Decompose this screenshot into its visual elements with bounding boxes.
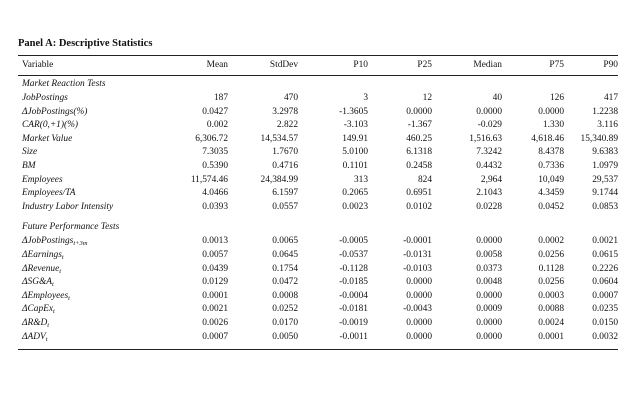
stddev-value: 0.0645: [272, 249, 298, 260]
column-header-p90: P90: [603, 60, 618, 70]
mean-value: 0.5390: [202, 160, 228, 171]
mean-value: 0.002: [206, 120, 228, 131]
mean-value: 0.0026: [202, 317, 228, 328]
p90-value: 0.2226: [592, 263, 618, 274]
variable-subscript: t: [61, 253, 64, 261]
variable-name-cell: [18, 235, 164, 249]
table-row: [18, 276, 618, 290]
column-header-mean: Mean: [206, 60, 228, 70]
p75-value: 10,049: [538, 174, 564, 185]
p10-value: -0.0185: [339, 277, 368, 288]
variable-name: ΔCapEx: [22, 304, 54, 315]
section-title: Market Reaction Tests: [22, 79, 106, 89]
p75-value: 0.0001: [538, 331, 564, 342]
p90-value: 0.0150: [592, 317, 618, 328]
p90-value: 3.116: [597, 120, 618, 131]
median-value: 0.0058: [476, 249, 502, 260]
median-value: 0.0228: [476, 201, 502, 212]
variable-subscript: t: [68, 294, 70, 302]
variable-subscript: t: [47, 321, 50, 329]
variable-name: CAR(0,+1)(%): [22, 120, 79, 131]
mean-value: 6,306.72: [195, 133, 228, 144]
variable-name-cell: [18, 160, 164, 174]
variable-name-cell: [18, 331, 164, 345]
stddev-value: 1.7670: [272, 147, 298, 158]
column-header-p10: P10: [353, 60, 368, 70]
table-row: [18, 331, 618, 345]
mean-value: 0.0013: [202, 236, 228, 247]
p90-value: 0.0853: [592, 201, 618, 212]
p75-value: 126: [549, 93, 564, 103]
mean-value: 187: [213, 93, 228, 103]
variable-name-cell: [18, 290, 164, 304]
p25-value: 0.2458: [406, 160, 432, 171]
stddev-value: 0.1754: [272, 263, 298, 274]
table-row: [18, 235, 618, 249]
table-row: [18, 174, 618, 188]
section-header-row: [18, 219, 618, 235]
p90-value: 417: [603, 93, 618, 103]
column-header-stddev: StdDev: [269, 60, 298, 70]
p25-value: 12: [422, 93, 432, 103]
variable-name: ΔADV: [22, 331, 46, 342]
variable-subscript: t: [51, 281, 54, 289]
p25-value: 0.0000: [406, 290, 432, 301]
p10-value: 313: [353, 174, 368, 185]
p90-value: 0.0615: [592, 249, 618, 260]
p10-value: -0.0005: [339, 236, 368, 247]
variable-name: ΔJobPostings: [22, 236, 74, 247]
p90-value: 0.0235: [592, 304, 618, 315]
stddev-value: 0.0065: [272, 236, 298, 247]
p25-value: 824: [417, 174, 432, 185]
variable-name-cell: [18, 146, 164, 160]
mean-value: 0.0021: [202, 304, 228, 315]
variable-name-cell: [18, 276, 164, 290]
mean-value: 0.0007: [202, 331, 228, 342]
p10-value: -3.103: [343, 120, 368, 131]
table-row: [18, 290, 618, 304]
p90-value: 9.1744: [592, 188, 618, 199]
p75-value: 0.0000: [538, 106, 564, 117]
table-row: [18, 92, 618, 106]
p10-value: -0.0181: [339, 304, 368, 315]
table-row: [18, 187, 618, 201]
p75-value: 0.0002: [538, 236, 564, 247]
p10-value: 0.0023: [342, 201, 368, 212]
variable-name-cell: [18, 303, 164, 317]
p25-value: 0.0000: [406, 331, 432, 342]
section-header-row: [18, 76, 618, 92]
median-value: 2.1043: [476, 188, 502, 199]
variable-name-cell: [18, 187, 164, 201]
table-row: [18, 133, 618, 147]
statistics-table-wrapper: [18, 55, 618, 350]
p90-value: 9.6383: [592, 147, 618, 158]
variable-name: ΔR&D: [22, 317, 48, 328]
p90-value: 1.2238: [592, 106, 618, 117]
stddev-value: 6.1597: [272, 188, 298, 199]
median-value: 40: [492, 93, 502, 103]
variable-name: Industry Labor Intensity: [22, 201, 114, 212]
panel-title: Panel A: Descriptive Statistics: [18, 38, 153, 49]
stddev-value: 0.0252: [272, 304, 298, 315]
stddev-value: 0.0170: [272, 317, 298, 328]
variable-name-cell: [18, 92, 164, 106]
median-value: 0.0000: [476, 290, 502, 301]
mean-value: 0.0057: [202, 249, 228, 260]
column-header-p25: P25: [417, 60, 432, 70]
stddev-value: 2.822: [276, 120, 298, 131]
median-value: 0.0048: [476, 277, 502, 288]
stddev-value: 0.0008: [272, 290, 298, 301]
p10-value: 3: [363, 93, 368, 103]
mean-value: 0.0393: [202, 201, 228, 212]
table-header-row: [18, 56, 618, 76]
p75-value: 8.4378: [538, 147, 564, 158]
variable-name: Employees/TA: [22, 188, 76, 199]
p25-value: -1.367: [407, 120, 432, 131]
median-value: -0.029: [477, 120, 502, 131]
variable-name-cell: [18, 174, 164, 188]
p25-value: -0.0043: [403, 304, 432, 315]
p75-value: 0.0088: [538, 304, 564, 315]
stddev-value: 0.0050: [272, 331, 298, 342]
median-value: 0.0000: [476, 317, 502, 328]
variable-name: BM: [22, 160, 36, 171]
table-body: [18, 76, 618, 345]
variable-name: ΔRevenue: [22, 263, 60, 274]
p75-value: 4.3459: [538, 188, 564, 199]
p25-value: 0.0000: [406, 277, 432, 288]
table-row: [18, 249, 618, 263]
column-header-median: Median: [473, 60, 502, 70]
p75-value: 0.0452: [538, 201, 564, 212]
variable-subscript: t+3m: [73, 240, 88, 248]
p25-value: 0.0102: [406, 201, 432, 212]
column-header-variable: Variable: [22, 60, 54, 70]
p90-value: 15,340.89: [580, 133, 618, 144]
table-row: [18, 119, 618, 133]
table-row: [18, 106, 618, 120]
table-row: [18, 317, 618, 331]
stddev-value: 0.0557: [272, 201, 298, 212]
variable-name-cell: [18, 317, 164, 331]
p10-value: 5.0100: [342, 147, 368, 158]
variable-name-cell: [18, 106, 164, 120]
stddev-value: 470: [283, 93, 298, 103]
mean-value: 0.0427: [202, 106, 228, 117]
table-row: [18, 303, 618, 317]
median-value: 2,964: [480, 174, 502, 185]
p25-value: 460.25: [406, 133, 432, 144]
p25-value: 0.6951: [406, 188, 432, 199]
variable-name: ΔSG&A: [22, 277, 52, 288]
variable-name-cell: [18, 201, 164, 215]
p10-value: -0.0537: [339, 249, 368, 260]
descriptive-statistics-table: [18, 56, 618, 344]
p25-value: -0.0131: [403, 249, 432, 260]
p10-value: -0.1128: [339, 263, 368, 274]
p90-value: 1.0979: [592, 160, 618, 171]
table-row: [18, 201, 618, 215]
p75-value: 4,618.46: [531, 133, 564, 144]
variable-name: Employees: [22, 174, 63, 185]
p75-value: 0.0256: [538, 277, 564, 288]
variable-name-cell: [18, 133, 164, 147]
mean-value: 0.0129: [202, 277, 228, 288]
mean-value: 0.0001: [202, 290, 228, 301]
p75-value: 0.0003: [538, 290, 564, 301]
p25-value: 0.0000: [406, 317, 432, 328]
p90-value: 0.0007: [592, 290, 618, 301]
table-bottom-rule: [18, 349, 618, 350]
section-title: Future Performance Tests: [22, 222, 120, 233]
p75-value: 0.7336: [538, 160, 564, 171]
p25-value: 6.1318: [406, 147, 432, 158]
table-row: [18, 160, 618, 174]
p10-value: -0.0004: [339, 290, 368, 301]
p25-value: 0.0000: [406, 106, 432, 117]
variable-name-cell: [18, 249, 164, 263]
stddev-value: 0.0472: [272, 277, 298, 288]
stddev-value: 0.4716: [272, 160, 298, 171]
column-header-p75: P75: [549, 60, 564, 70]
median-value: 7.3242: [476, 147, 502, 158]
median-value: 1,516.63: [469, 133, 502, 144]
variable-name: ΔEmployees: [22, 290, 69, 301]
p75-value: 0.0256: [538, 249, 564, 260]
p90-value: 0.0604: [592, 277, 618, 288]
p10-value: 149.91: [342, 133, 368, 144]
mean-value: 4.0466: [202, 188, 228, 199]
p25-value: -0.0103: [403, 263, 432, 274]
stddev-value: 14,534.57: [260, 133, 298, 144]
table-row: [18, 146, 618, 160]
variable-name-cell: [18, 263, 164, 277]
median-value: 0.0000: [476, 331, 502, 342]
median-value: 0.4432: [476, 160, 502, 171]
variable-name: JobPostings: [22, 93, 68, 103]
p10-value: -1.3605: [339, 106, 368, 117]
mean-value: 7.3035: [202, 147, 228, 158]
variable-subscript: t: [53, 308, 55, 316]
variable-name-cell: [18, 119, 164, 133]
mean-value: 0.0439: [202, 263, 228, 274]
median-value: 0.0009: [476, 304, 502, 315]
p90-value: 0.0021: [592, 236, 618, 247]
p10-value: -0.0011: [339, 331, 368, 342]
mean-value: 11,574.46: [190, 174, 228, 185]
median-value: 0.0000: [476, 106, 502, 117]
variable-subscript: t: [59, 267, 62, 275]
p10-value: 0.2065: [342, 188, 368, 199]
variable-subscript: t: [45, 335, 48, 343]
variable-name: ΔEarnings: [22, 249, 62, 260]
table-row: [18, 263, 618, 277]
p90-value: 0.0032: [592, 331, 618, 342]
variable-name: Market Value: [22, 133, 73, 144]
variable-name: ΔJobPostings(%): [22, 106, 88, 117]
p25-value: -0.0001: [403, 236, 432, 247]
median-value: 0.0000: [476, 236, 502, 247]
stddev-value: 3.2978: [272, 106, 298, 117]
variable-name: Size: [22, 147, 38, 158]
median-value: 0.0373: [476, 263, 502, 274]
p10-value: -0.0019: [339, 317, 368, 328]
p75-value: 1.330: [542, 120, 564, 131]
p75-value: 0.0024: [538, 317, 564, 328]
p90-value: 29,537: [592, 174, 618, 185]
p10-value: 0.1101: [342, 160, 368, 171]
p75-value: 0.1128: [538, 263, 564, 274]
stddev-value: 24,384.99: [260, 174, 298, 185]
